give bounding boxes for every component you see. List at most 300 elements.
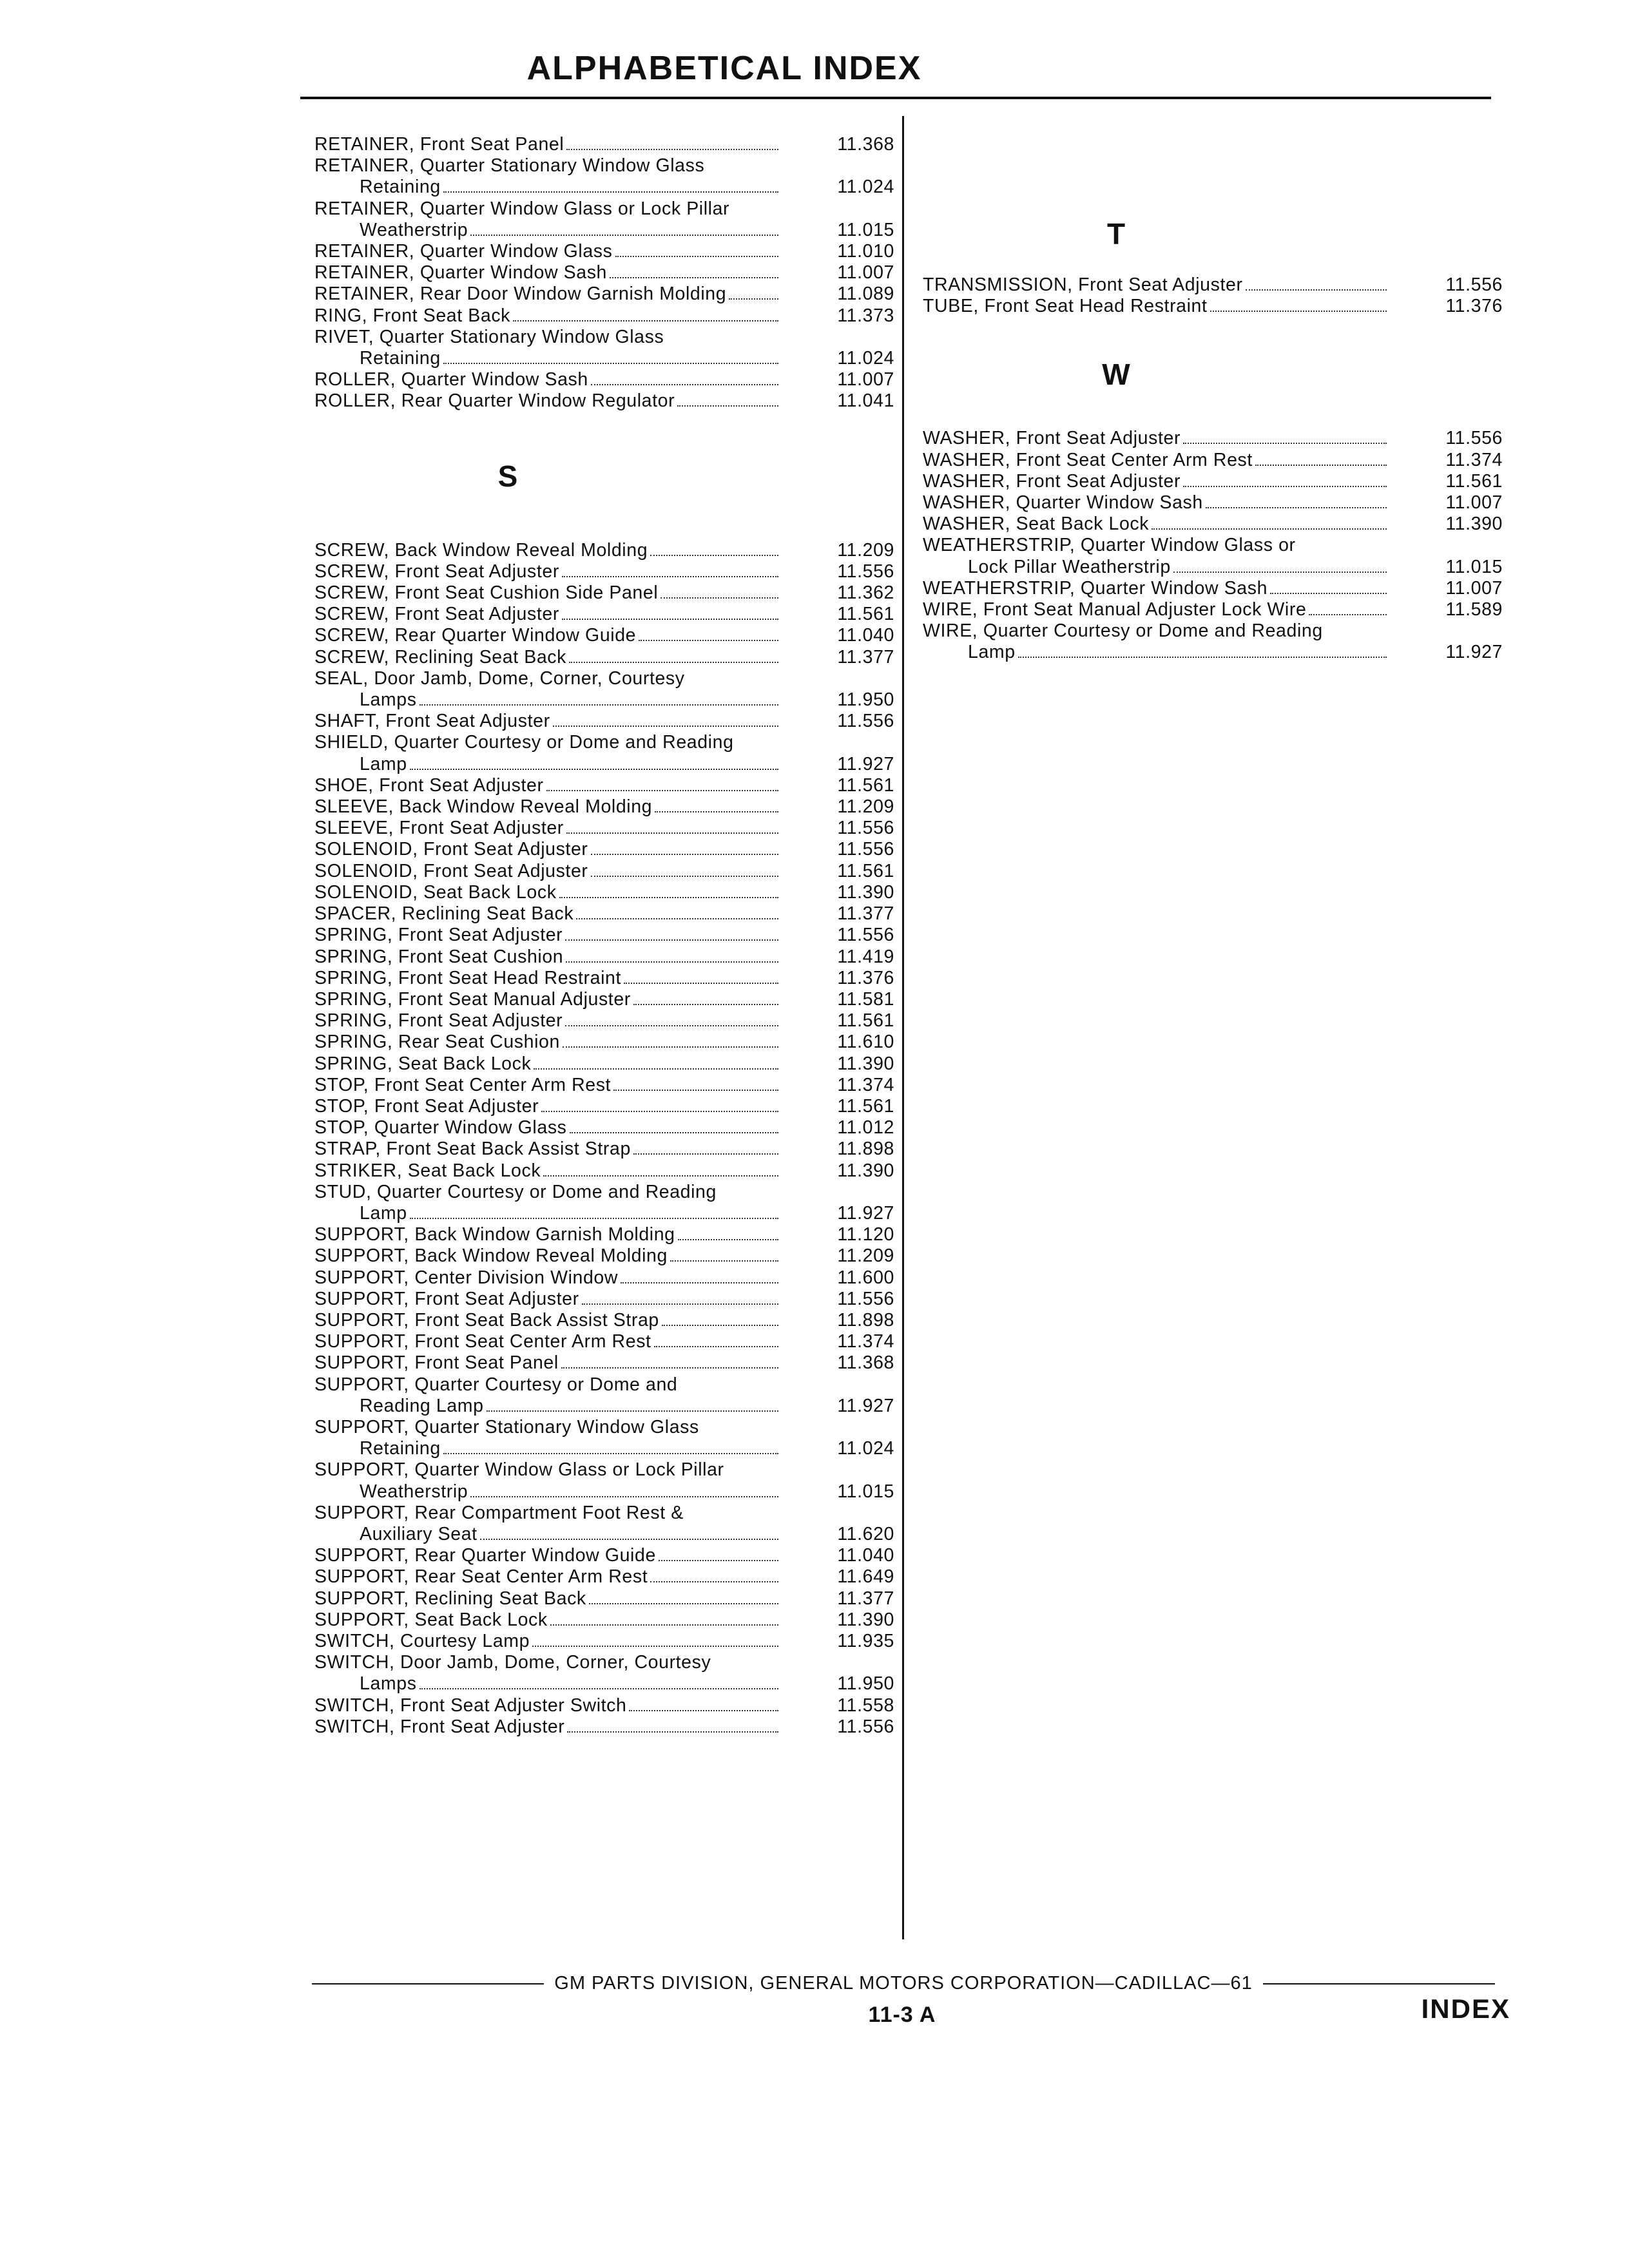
leader-dots	[532, 1646, 778, 1647]
index-group-w	[923, 428, 1503, 663]
entry-page-ref: 11.390	[837, 1609, 894, 1630]
page-number: 11-3 A	[868, 2003, 936, 2027]
entry-row	[923, 274, 1503, 296]
entry-page-ref: 11.373	[837, 305, 894, 326]
entry-label-continuation: Lamp	[360, 753, 407, 774]
index-entry	[314, 1695, 894, 1716]
index-entry	[314, 947, 894, 968]
entry-label: SOLENOID, Front Seat Adjuster	[314, 860, 588, 881]
entry-row	[314, 241, 894, 262]
leader-dots	[565, 1025, 778, 1026]
entry-page-ref: 11.556	[837, 839, 894, 860]
index-entry	[314, 1139, 894, 1160]
entry-row	[314, 1224, 894, 1245]
entry-row	[314, 1588, 894, 1610]
index-entry	[314, 1075, 894, 1096]
entry-row	[923, 450, 1503, 471]
entry-label: SWITCH, Door Jamb, Dome, Corner, Courtesy	[314, 1652, 711, 1673]
entry-label-continuation: Reading Lamp	[360, 1395, 484, 1416]
entry-label: STOP, Front Seat Center Arm Rest	[314, 1074, 612, 1095]
entry-label: WASHER, Front Seat Adjuster	[923, 470, 1181, 492]
entry-label: WIRE, Quarter Courtesy or Dome and Reading	[923, 620, 1323, 642]
entry-row	[314, 882, 894, 903]
leader-dots	[1246, 289, 1387, 291]
index-entry	[923, 450, 1503, 471]
index-entry	[314, 1566, 894, 1588]
leader-dots	[659, 1560, 778, 1561]
entry-page-ref: 11.561	[837, 1010, 894, 1032]
entry-label: SCREW, Reclining Seat Back	[314, 646, 566, 668]
leader-dots	[565, 939, 778, 941]
index-entry	[314, 540, 894, 561]
leader-dots	[613, 1090, 778, 1091]
entry-page-ref: 11.561	[1445, 470, 1503, 492]
entry-page-ref: 11.362	[837, 582, 894, 604]
entry-label-continuation: Lamps	[360, 1673, 417, 1695]
entry-label: SPACER, Reclining Seat Back	[314, 903, 574, 925]
entry-page-ref: 11.015	[837, 1481, 894, 1502]
entry-row	[314, 177, 894, 198]
entry-label-continuation: Retaining	[360, 348, 441, 369]
index-entry	[314, 198, 894, 241]
leader-dots	[639, 640, 778, 641]
entry-label: WEATHERSTRIP, Quarter Window Glass or	[923, 535, 1296, 556]
leader-dots	[443, 1453, 778, 1454]
leader-dots	[591, 384, 778, 385]
entry-page-ref: 11.589	[1445, 599, 1503, 620]
header-rule	[300, 97, 1491, 99]
entry-row	[314, 989, 894, 1010]
entry-row	[314, 839, 894, 860]
index-entry	[314, 1503, 894, 1545]
index-entry	[314, 839, 894, 860]
index-entry	[314, 390, 894, 412]
entry-row	[923, 599, 1503, 620]
entry-label: SEAL, Door Jamb, Dome, Corner, Courtesy	[314, 668, 685, 689]
entry-label: SPRING, Seat Back Lock	[314, 1053, 532, 1074]
leader-dots	[480, 1539, 778, 1540]
entry-page-ref: 11.927	[837, 1395, 894, 1416]
leader-dots	[562, 619, 778, 620]
leader-dots	[561, 1367, 778, 1369]
entry-page-ref: 11.950	[837, 689, 894, 711]
entry-label: WEATHERSTRIP, Quarter Window Sash	[923, 577, 1268, 599]
entry-label: SPRING, Front Seat Manual Adjuster	[314, 988, 631, 1010]
leader-dots	[589, 1603, 778, 1604]
index-entry	[314, 968, 894, 989]
entry-label: STOP, Front Seat Adjuster	[314, 1095, 539, 1117]
entry-page-ref: 11.390	[837, 1053, 894, 1074]
entry-label-continuation: Lamps	[360, 689, 417, 711]
entry-page-ref: 11.376	[837, 967, 894, 988]
entry-page-ref: 11.376	[1445, 296, 1503, 317]
leader-dots	[550, 1624, 778, 1626]
entry-page-ref: 11.007	[837, 262, 894, 284]
entry-row	[314, 1010, 894, 1032]
entry-label: SUPPORT, Seat Back Lock	[314, 1609, 548, 1630]
entry-page-ref: 11.581	[837, 988, 894, 1010]
index-column-left	[314, 134, 894, 1738]
entry-row	[314, 1610, 894, 1631]
entry-row	[314, 369, 894, 390]
entry-page-ref: 11.390	[837, 881, 894, 903]
entry-label: SUPPORT, Reclining Seat Back	[314, 1588, 586, 1609]
index-entry	[923, 620, 1503, 663]
index-entry	[314, 903, 894, 925]
entry-label: SUPPORT, Front Seat Panel	[314, 1352, 559, 1374]
index-entry	[314, 711, 894, 732]
entry-label: SUPPORT, Quarter Stationary Window Glass	[314, 1416, 699, 1437]
leader-dots	[570, 1132, 778, 1133]
index-entry	[314, 1160, 894, 1182]
entry-page-ref: 11.561	[837, 860, 894, 881]
leader-dots	[410, 1218, 778, 1219]
leader-dots	[650, 555, 778, 556]
leader-dots	[1309, 614, 1387, 615]
index-entry	[314, 775, 894, 796]
entry-row	[314, 390, 894, 412]
entry-row	[314, 818, 894, 839]
leader-dots	[678, 1239, 778, 1240]
leader-dots	[419, 704, 778, 706]
entry-page-ref: 11.898	[837, 1139, 894, 1160]
index-entry	[314, 262, 894, 284]
entry-label: SOLENOID, Front Seat Adjuster	[314, 839, 588, 860]
index-entry	[314, 1374, 894, 1417]
entry-label: ROLLER, Quarter Window Sash	[314, 369, 588, 390]
entry-page-ref: 11.024	[837, 177, 894, 198]
entry-page-ref: 11.007	[1445, 577, 1503, 599]
entry-label: SLEEVE, Back Window Reveal Molding	[314, 796, 653, 818]
index-entry	[923, 535, 1503, 577]
entry-label: TUBE, Front Seat Head Restraint	[923, 296, 1208, 317]
entry-label-continuation: Retaining	[360, 177, 441, 198]
index-entry	[314, 1610, 894, 1631]
entry-page-ref: 11.089	[837, 284, 894, 305]
leader-dots	[562, 576, 778, 577]
entry-label-continuation: Lamp	[968, 642, 1016, 663]
entry-page-ref: 11.561	[837, 774, 894, 796]
leader-dots	[1255, 465, 1387, 466]
entry-row	[314, 540, 894, 561]
section-letter-w: W	[1102, 358, 1130, 392]
index-entry	[923, 274, 1503, 296]
entry-row	[314, 689, 894, 711]
index-entry	[314, 861, 894, 882]
leader-dots	[1173, 572, 1387, 573]
entry-row	[314, 1695, 894, 1716]
entry-page-ref: 11.610	[837, 1032, 894, 1053]
footer-line	[312, 1973, 1495, 1994]
entry-label: SCREW, Back Window Reveal Molding	[314, 539, 648, 561]
entry-page-ref: 11.209	[837, 796, 894, 818]
entry-label: WASHER, Quarter Window Sash	[923, 492, 1203, 514]
entry-label: SUPPORT, Front Seat Adjuster	[314, 1288, 579, 1309]
index-entry	[314, 582, 894, 604]
entry-page-ref: 11.209	[837, 539, 894, 561]
entry-page-ref: 11.015	[837, 219, 894, 240]
index-entry	[314, 818, 894, 839]
entry-page-ref: 11.600	[837, 1267, 894, 1288]
entry-row	[314, 1481, 894, 1503]
index-entry	[314, 1010, 894, 1032]
entry-row	[923, 642, 1503, 663]
entry-page-ref: 11.374	[1445, 449, 1503, 470]
entry-row	[314, 711, 894, 732]
leader-dots	[621, 1282, 778, 1283]
entry-page-ref: 11.377	[837, 903, 894, 925]
entry-page-ref: 11.040	[837, 1545, 894, 1566]
leader-dots	[443, 191, 778, 193]
entry-label: RETAINER, Quarter Window Glass or Lock Pillar	[314, 198, 730, 219]
entry-label: WASHER, Seat Back Lock	[923, 514, 1150, 535]
entry-label: SPRING, Rear Seat Cushion	[314, 1032, 560, 1053]
index-entry	[314, 625, 894, 646]
entry-row	[923, 492, 1503, 514]
index-column-right	[923, 213, 1503, 664]
index-entry	[314, 369, 894, 390]
entry-page-ref: 11.377	[837, 1588, 894, 1609]
entry-page-ref: 11.556	[837, 561, 894, 582]
index-group-r	[314, 134, 894, 412]
entry-label-continuation: Weatherstrip	[360, 219, 468, 240]
entry-row	[314, 1673, 894, 1695]
entry-label-continuation: Lock Pillar Weatherstrip	[968, 556, 1171, 577]
entry-page-ref: 11.024	[837, 348, 894, 369]
entry-page-ref: 11.012	[837, 1117, 894, 1139]
entry-row	[314, 947, 894, 968]
entry-row	[314, 1245, 894, 1267]
entry-label: SHIELD, Quarter Courtesy or Dome and Reading	[314, 732, 734, 753]
entry-label: WASHER, Front Seat Adjuster	[923, 428, 1181, 449]
footer-rule-left	[312, 1983, 544, 1984]
entry-page-ref: 11.561	[837, 1095, 894, 1117]
section-letter-s: S	[497, 459, 518, 493]
entry-row	[314, 1524, 894, 1545]
index-entry	[314, 1182, 894, 1224]
entry-label: SUPPORT, Rear Quarter Window Guide	[314, 1545, 656, 1566]
index-entry	[923, 492, 1503, 514]
index-entry	[314, 604, 894, 625]
entry-label-continuation: Lamp	[360, 1202, 407, 1224]
index-entry	[314, 1267, 894, 1289]
entry-label: RIVET, Quarter Stationary Window Glass	[314, 326, 664, 347]
leader-dots	[443, 363, 778, 364]
entry-page-ref: 11.007	[1445, 492, 1503, 514]
entry-label: ROLLER, Rear Quarter Window Regulator	[314, 390, 675, 412]
entry-row	[314, 1053, 894, 1075]
entry-row	[314, 1310, 894, 1331]
leader-dots	[541, 1111, 778, 1112]
leader-dots	[513, 320, 778, 322]
entry-row	[923, 514, 1503, 535]
entry-label-continuation: Retaining	[360, 1438, 441, 1459]
entry-label: SPRING, Front Seat Adjuster	[314, 925, 563, 946]
leader-dots	[660, 597, 778, 599]
entry-label: WASHER, Front Seat Center Arm Rest	[923, 449, 1253, 470]
entry-page-ref: 11.377	[837, 646, 894, 668]
index-entry	[923, 514, 1503, 535]
entry-label: SUPPORT, Rear Compartment Foot Rest &	[314, 1502, 684, 1523]
index-entry	[314, 1310, 894, 1331]
entry-label: SWITCH, Front Seat Adjuster	[314, 1716, 565, 1737]
entry-page-ref: 11.390	[837, 1160, 894, 1181]
entry-page-ref: 11.010	[837, 241, 894, 262]
index-entry	[314, 1716, 894, 1738]
leader-dots	[566, 149, 778, 150]
leader-dots	[633, 1153, 778, 1155]
entry-label: SPRING, Front Seat Head Restraint	[314, 967, 621, 988]
leader-dots	[567, 1731, 778, 1733]
leader-dots	[633, 1004, 778, 1005]
entry-row	[314, 1438, 894, 1459]
entry-row	[923, 578, 1503, 599]
leader-dots	[410, 769, 778, 770]
entry-label: SHAFT, Front Seat Adjuster	[314, 711, 550, 732]
index-entry	[314, 1352, 894, 1374]
entry-label: RETAINER, Quarter Window Sash	[314, 262, 608, 284]
entry-label: SUPPORT, Rear Seat Center Arm Rest	[314, 1566, 648, 1588]
entry-row	[923, 296, 1503, 317]
leader-dots	[1183, 486, 1387, 487]
index-entry	[314, 327, 894, 369]
index-entry	[314, 647, 894, 668]
entry-page-ref: 11.041	[837, 390, 894, 412]
index-entry	[314, 155, 894, 198]
index-entry	[314, 796, 894, 818]
entry-row	[314, 1289, 894, 1310]
index-entry	[314, 882, 894, 903]
entry-row	[314, 134, 894, 155]
entry-page-ref: 11.898	[837, 1309, 894, 1331]
leader-dots	[566, 961, 778, 963]
entry-label: SPRING, Front Seat Adjuster	[314, 1010, 563, 1032]
leader-dots	[553, 726, 778, 727]
index-entry	[314, 1053, 894, 1075]
leader-dots	[576, 918, 778, 919]
entry-label: SWITCH, Front Seat Adjuster Switch	[314, 1695, 627, 1716]
entry-label: SCREW, Front Seat Adjuster	[314, 604, 559, 625]
entry-label: STOP, Quarter Window Glass	[314, 1117, 567, 1139]
leader-dots	[677, 405, 778, 407]
leader-dots	[662, 1325, 778, 1326]
index-entry	[923, 578, 1503, 599]
leader-dots	[591, 854, 779, 855]
spacer	[923, 255, 1503, 274]
entry-page-ref: 11.556	[1445, 428, 1503, 449]
entry-page-ref: 11.950	[837, 1673, 894, 1695]
entry-label: SUPPORT, Back Window Reveal Molding	[314, 1245, 668, 1267]
leader-dots	[1152, 528, 1387, 530]
spacer	[314, 497, 894, 540]
index-entry	[314, 561, 894, 582]
index-entry	[314, 1224, 894, 1245]
index-entry	[314, 1652, 894, 1695]
entry-row	[314, 1631, 894, 1652]
index-entry	[314, 1331, 894, 1352]
index-entry	[923, 471, 1503, 492]
entry-page-ref: 11.556	[837, 925, 894, 946]
entry-page-ref: 11.935	[837, 1631, 894, 1651]
entry-row	[314, 1545, 894, 1566]
index-entry	[314, 989, 894, 1010]
entry-row	[314, 1096, 894, 1117]
entry-row	[314, 284, 894, 305]
entry-row	[314, 1331, 894, 1352]
index-entry	[314, 305, 894, 327]
leader-dots	[591, 876, 779, 877]
entry-row	[314, 604, 894, 625]
index-entry	[314, 1588, 894, 1610]
leader-dots	[582, 1303, 778, 1305]
entry-page-ref: 11.015	[1445, 556, 1503, 577]
entry-row	[314, 1032, 894, 1053]
entry-row	[314, 561, 894, 582]
entry-row	[923, 471, 1503, 492]
leader-dots	[650, 1581, 778, 1582]
entry-page-ref: 11.556	[1445, 274, 1503, 295]
index-entry	[314, 1032, 894, 1053]
entry-row	[314, 754, 894, 775]
entry-row	[314, 348, 894, 369]
entry-label: STRIKER, Seat Back Lock	[314, 1160, 541, 1181]
entry-label: SUPPORT, Center Division Window	[314, 1267, 619, 1288]
entry-row	[923, 557, 1503, 578]
index-entry	[314, 284, 894, 305]
index-entry	[923, 428, 1503, 449]
entry-row	[314, 582, 894, 604]
entry-label: SUPPORT, Front Seat Center Arm Rest	[314, 1331, 651, 1352]
leader-dots	[729, 298, 778, 300]
entry-page-ref: 11.927	[1445, 642, 1503, 663]
leader-dots	[1210, 311, 1387, 312]
index-entry	[314, 241, 894, 262]
entry-label: SCREW, Front Seat Cushion Side Panel	[314, 582, 659, 604]
entry-label: RING, Front Seat Back	[314, 305, 511, 326]
entry-row	[314, 625, 894, 646]
index-entry	[314, 925, 894, 946]
entry-row	[314, 968, 894, 989]
entry-row	[314, 262, 894, 284]
entry-row	[314, 1203, 894, 1224]
entry-row	[314, 861, 894, 882]
leader-dots	[1018, 657, 1387, 658]
leader-dots	[563, 1046, 778, 1048]
entry-row	[314, 1267, 894, 1289]
leader-dots	[566, 832, 778, 834]
index-entry	[314, 1096, 894, 1117]
entry-label: SWITCH, Courtesy Lamp	[314, 1631, 530, 1651]
leader-dots	[546, 790, 778, 791]
entry-page-ref: 11.024	[837, 1438, 894, 1459]
entry-row	[314, 1396, 894, 1417]
index-entry	[314, 1289, 894, 1310]
leader-dots	[610, 277, 778, 278]
leader-dots	[655, 811, 778, 812]
entry-row	[314, 1716, 894, 1738]
leader-dots	[615, 256, 779, 257]
entry-page-ref: 11.927	[837, 753, 894, 774]
entry-label-continuation: Auxiliary Seat	[360, 1523, 477, 1544]
entry-page-ref: 11.209	[837, 1245, 894, 1267]
leader-dots	[419, 1688, 778, 1689]
entry-row	[314, 647, 894, 668]
spacer	[923, 396, 1503, 428]
leader-dots	[487, 1410, 778, 1412]
entry-page-ref: 11.374	[837, 1074, 894, 1095]
entry-label: RETAINER, Front Seat Panel	[314, 134, 564, 155]
index-entry	[314, 1459, 894, 1502]
